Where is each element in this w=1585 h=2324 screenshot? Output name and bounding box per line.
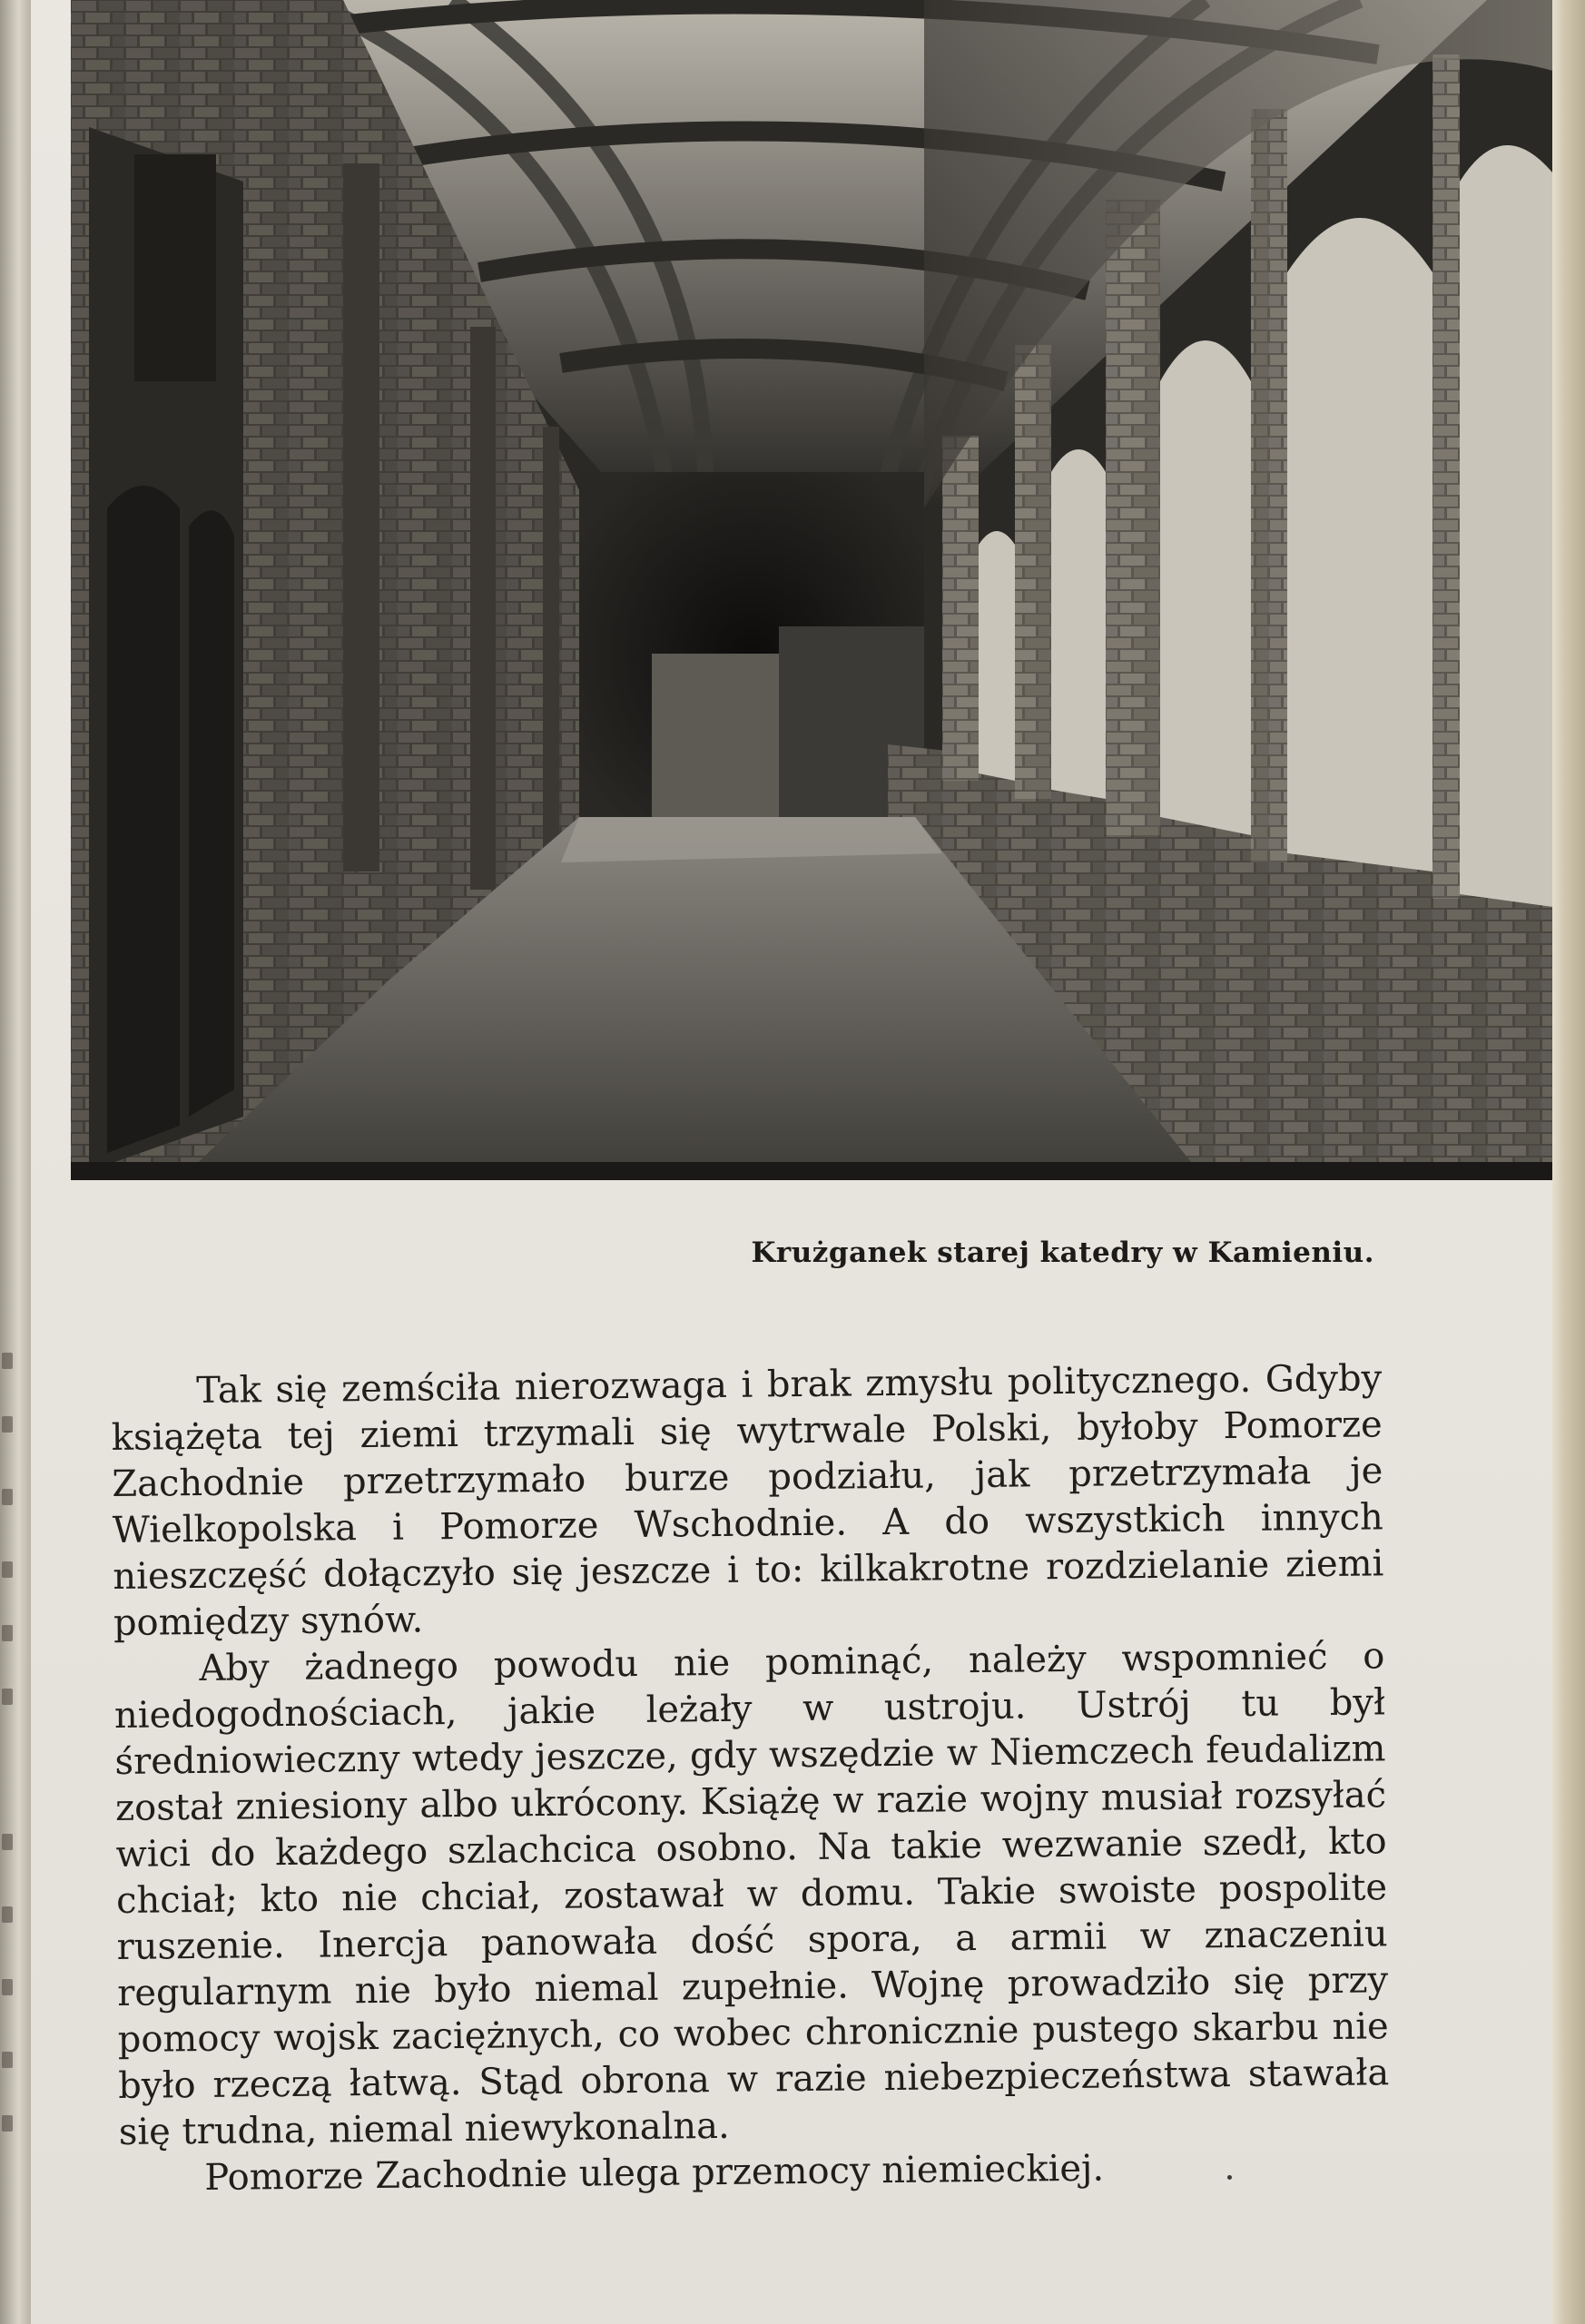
adjacent-page-text-fragment: [2, 1834, 13, 1850]
cloister-photograph: [71, 0, 1560, 1180]
paragraph: Aby żadnego powodu nie pominąć, należy wspomnieć o niedogodnościach, jakie leżały w ustroju. Ustrój tu był średniowieczny wtedy jeszcze, gdy wszędzie w Niemczech feudalizm został zniesiony albo ukrócony. Książę w razie wojny musiał rozsyłać wici do każdego szlachcica osobno. Na takie wezwanie szedł, kto chciał; kto nie chciał, zostawał w domu. Takie swoiste pospolite ruszenie. Inercja panowała dość spora, a armii w znaczeniu regularnym nie było niemal zupełnie. Wojnę prowadziło się przy pomocy wojsk zaciężnych, co wobec chronicznie pustego skarbu nie było rzeczą łatwą. Stąd obrona w razie niebezpieczeństwa stawała się trudna, niemal niewykonalna.: [113, 1635, 1390, 2153]
adjacent-page-text-fragment: [2, 1561, 13, 1578]
paragraph: Pomorze Zachodnie ulega przemocy niemieckiej.: [204, 2147, 1105, 2199]
adjacent-page-text-fragment: [2, 1489, 13, 1505]
adjacent-page-text-fragment: [2, 2052, 13, 2068]
cloister-photograph-drawing: [71, 0, 1560, 1180]
ink-speck: [1227, 2175, 1232, 2180]
adjacent-page-text-fragment: [2, 2115, 13, 2132]
adjacent-page-edge: [0, 0, 31, 2324]
book-page: [31, 0, 1552, 2324]
paragraph: Tak się zemściła nierozwaga i brak zmysłu politycznego. Gdyby książęta tej ziemi trzymali się wytrwale Polski, byłoby Pomorze Zachodnie przetrzymało burze podziału, jak przetrzymała je Wielkopolska i Pomorze Wschodnie. A do wszystkich innych nieszczęść dołączyło się jeszcze i to: kilkakrotne rozdzielanie ziemi pomiędzy synów.: [111, 1357, 1384, 1644]
body-text: [111, 1355, 1391, 2202]
page-stack-edge: [1552, 0, 1585, 2324]
adjacent-page-text-fragment: [2, 1625, 13, 1641]
adjacent-page-text-fragment: [2, 1689, 13, 1705]
figure-caption: Krużganek starej katedry w Kamieniu.: [751, 1236, 1374, 1269]
adjacent-page-text-fragment: [2, 1416, 13, 1433]
adjacent-page-text-fragment: [2, 1906, 13, 1923]
adjacent-page-text-fragment: [2, 1353, 13, 1369]
adjacent-page-text-fragment: [2, 1979, 13, 1995]
